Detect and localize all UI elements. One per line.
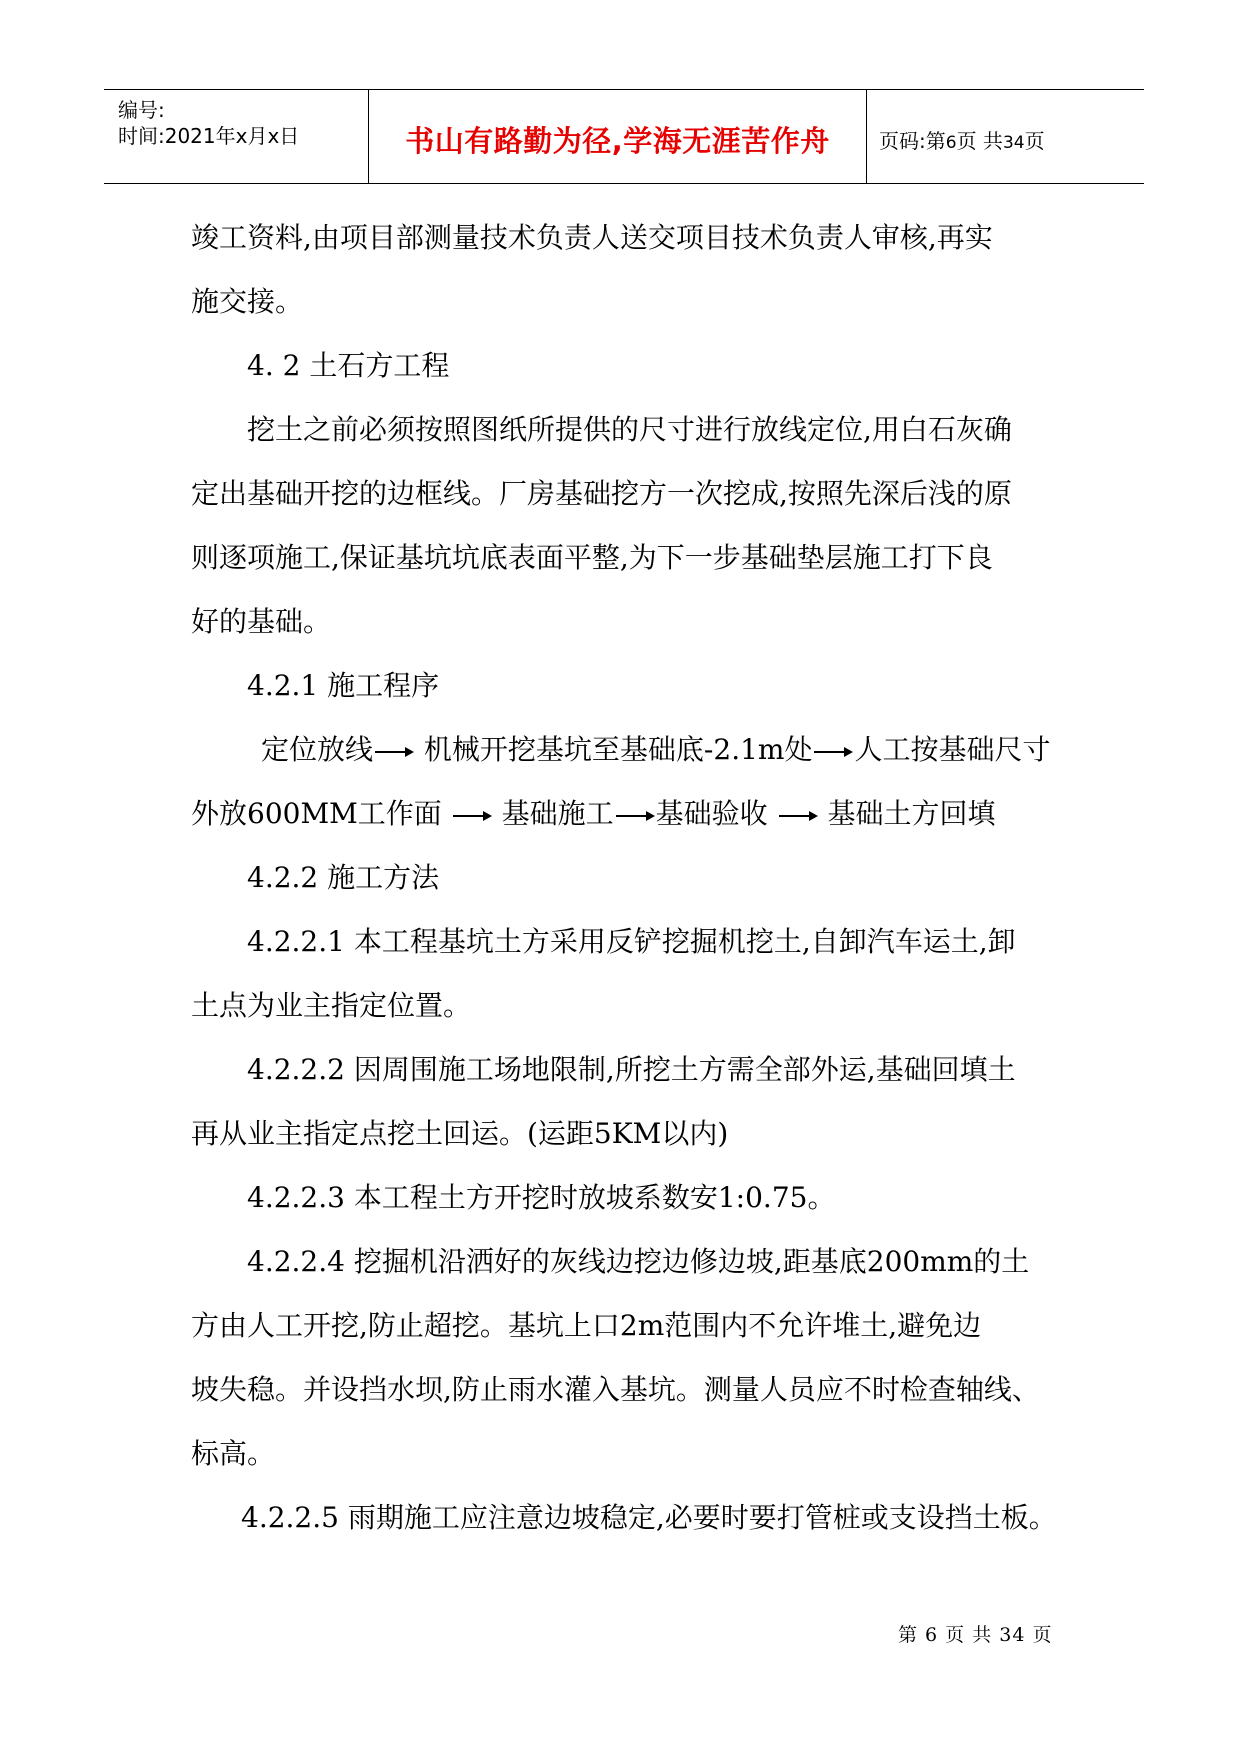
header-page-cell (867, 90, 1144, 183)
process-flow-line-2 (191, 782, 1061, 846)
paragraph-line: 标高。 (191, 1437, 276, 1470)
time-label: 时间:2021年x月x日 (118, 124, 300, 148)
motto: 书山有路勤为径,学海无涯苦作舟 (405, 124, 830, 158)
document-body (191, 206, 1061, 1550)
arrow-right-icon (614, 802, 656, 830)
page-header (104, 89, 1144, 184)
section-heading-4-2-1: 4.2.1 施工程序 (247, 669, 440, 702)
flow-step-6: 基础土方回填 (827, 797, 996, 830)
paragraph-line: 坡失稳。并设挡水坝,防止雨水灌入基坑。测量人员应不时检查轴线、 (191, 1373, 1040, 1406)
paragraph-line: 4.2.2.3 本工程土方开挖时放坡系数安1:0.75。 (247, 1181, 836, 1214)
paragraph-line: 土点为业主指定位置。 (191, 989, 472, 1022)
paragraph-line: 4.2.2.4 挖掘机沿洒好的灰线边挖边修边坡,距基底200mm的土 (247, 1245, 1030, 1278)
flow-step-4: 基础施工 (501, 797, 614, 830)
page-prefix: 页码:第 (879, 129, 946, 153)
arrow-right-icon (373, 738, 415, 766)
paragraph-line: 再从业主指定点挖土回运。(运距5KM以内) (191, 1117, 729, 1150)
arrow-right-icon (812, 738, 854, 766)
paragraph-line: 定出基础开挖的边框线。厂房基础挖方一次挖成,按照先深后浅的原 (191, 477, 1012, 510)
header-motto-cell (369, 90, 867, 183)
header-meta (104, 90, 369, 183)
page-mid: 页 共 (956, 129, 1003, 153)
page-suffix: 页 (1024, 129, 1045, 153)
code-label: 编号: (118, 98, 165, 122)
paragraph-line: 挖土之前必须按照图纸所提供的尺寸进行放线定位,用白石灰确 (247, 413, 1012, 446)
page-number: 6 (945, 133, 957, 153)
process-flow-line-1 (191, 718, 1061, 782)
flow-step-3b: 外放600MM工作面 (191, 797, 442, 830)
section-heading-4-2-2: 4.2.2 施工方法 (247, 861, 440, 894)
flow-step-2: 机械开挖基坑至基础底-2.1m处 (423, 733, 813, 766)
paragraph-line: 好的基础。 (191, 605, 332, 638)
flow-step-1: 定位放线 (261, 733, 374, 766)
paragraph-line: 4.2.2.1 本工程基坑土方采用反铲挖掘机挖土,自卸汽车运土,卸 (247, 925, 1016, 958)
page-footer: 第 6 页 共 34 页 (898, 1624, 1053, 1646)
section-heading-4-2: 4. 2 土石方工程 (247, 349, 450, 382)
page-total: 34 (1002, 133, 1025, 153)
paragraph-line: 4.2.2.5 雨期施工应注意边坡稳定,必要时要打管桩或支设挡土板。 (241, 1501, 1057, 1534)
flow-step-3: 人工按基础尺寸 (854, 733, 1051, 766)
paragraph-line: 竣工资料,由项目部测量技术负责人送交项目技术负责人审核,再实 (191, 221, 993, 254)
arrow-right-icon (777, 802, 819, 830)
arrow-right-icon (451, 802, 493, 830)
paragraph-line: 施交接。 (191, 285, 304, 318)
flow-step-5: 基础验收 (655, 797, 768, 830)
paragraph-line: 则逐项施工,保证基坑坑底表面平整,为下一步基础垫层施工打下良 (191, 541, 993, 574)
paragraph-line: 4.2.2.2 因周围施工场地限制,所挖土方需全部外运,基础回填土 (247, 1053, 1016, 1086)
paragraph-line: 方由人工开挖,防止超挖。基坑上口2m范围内不允许堆土,避免边 (191, 1309, 982, 1342)
page-indicator (879, 125, 1045, 154)
